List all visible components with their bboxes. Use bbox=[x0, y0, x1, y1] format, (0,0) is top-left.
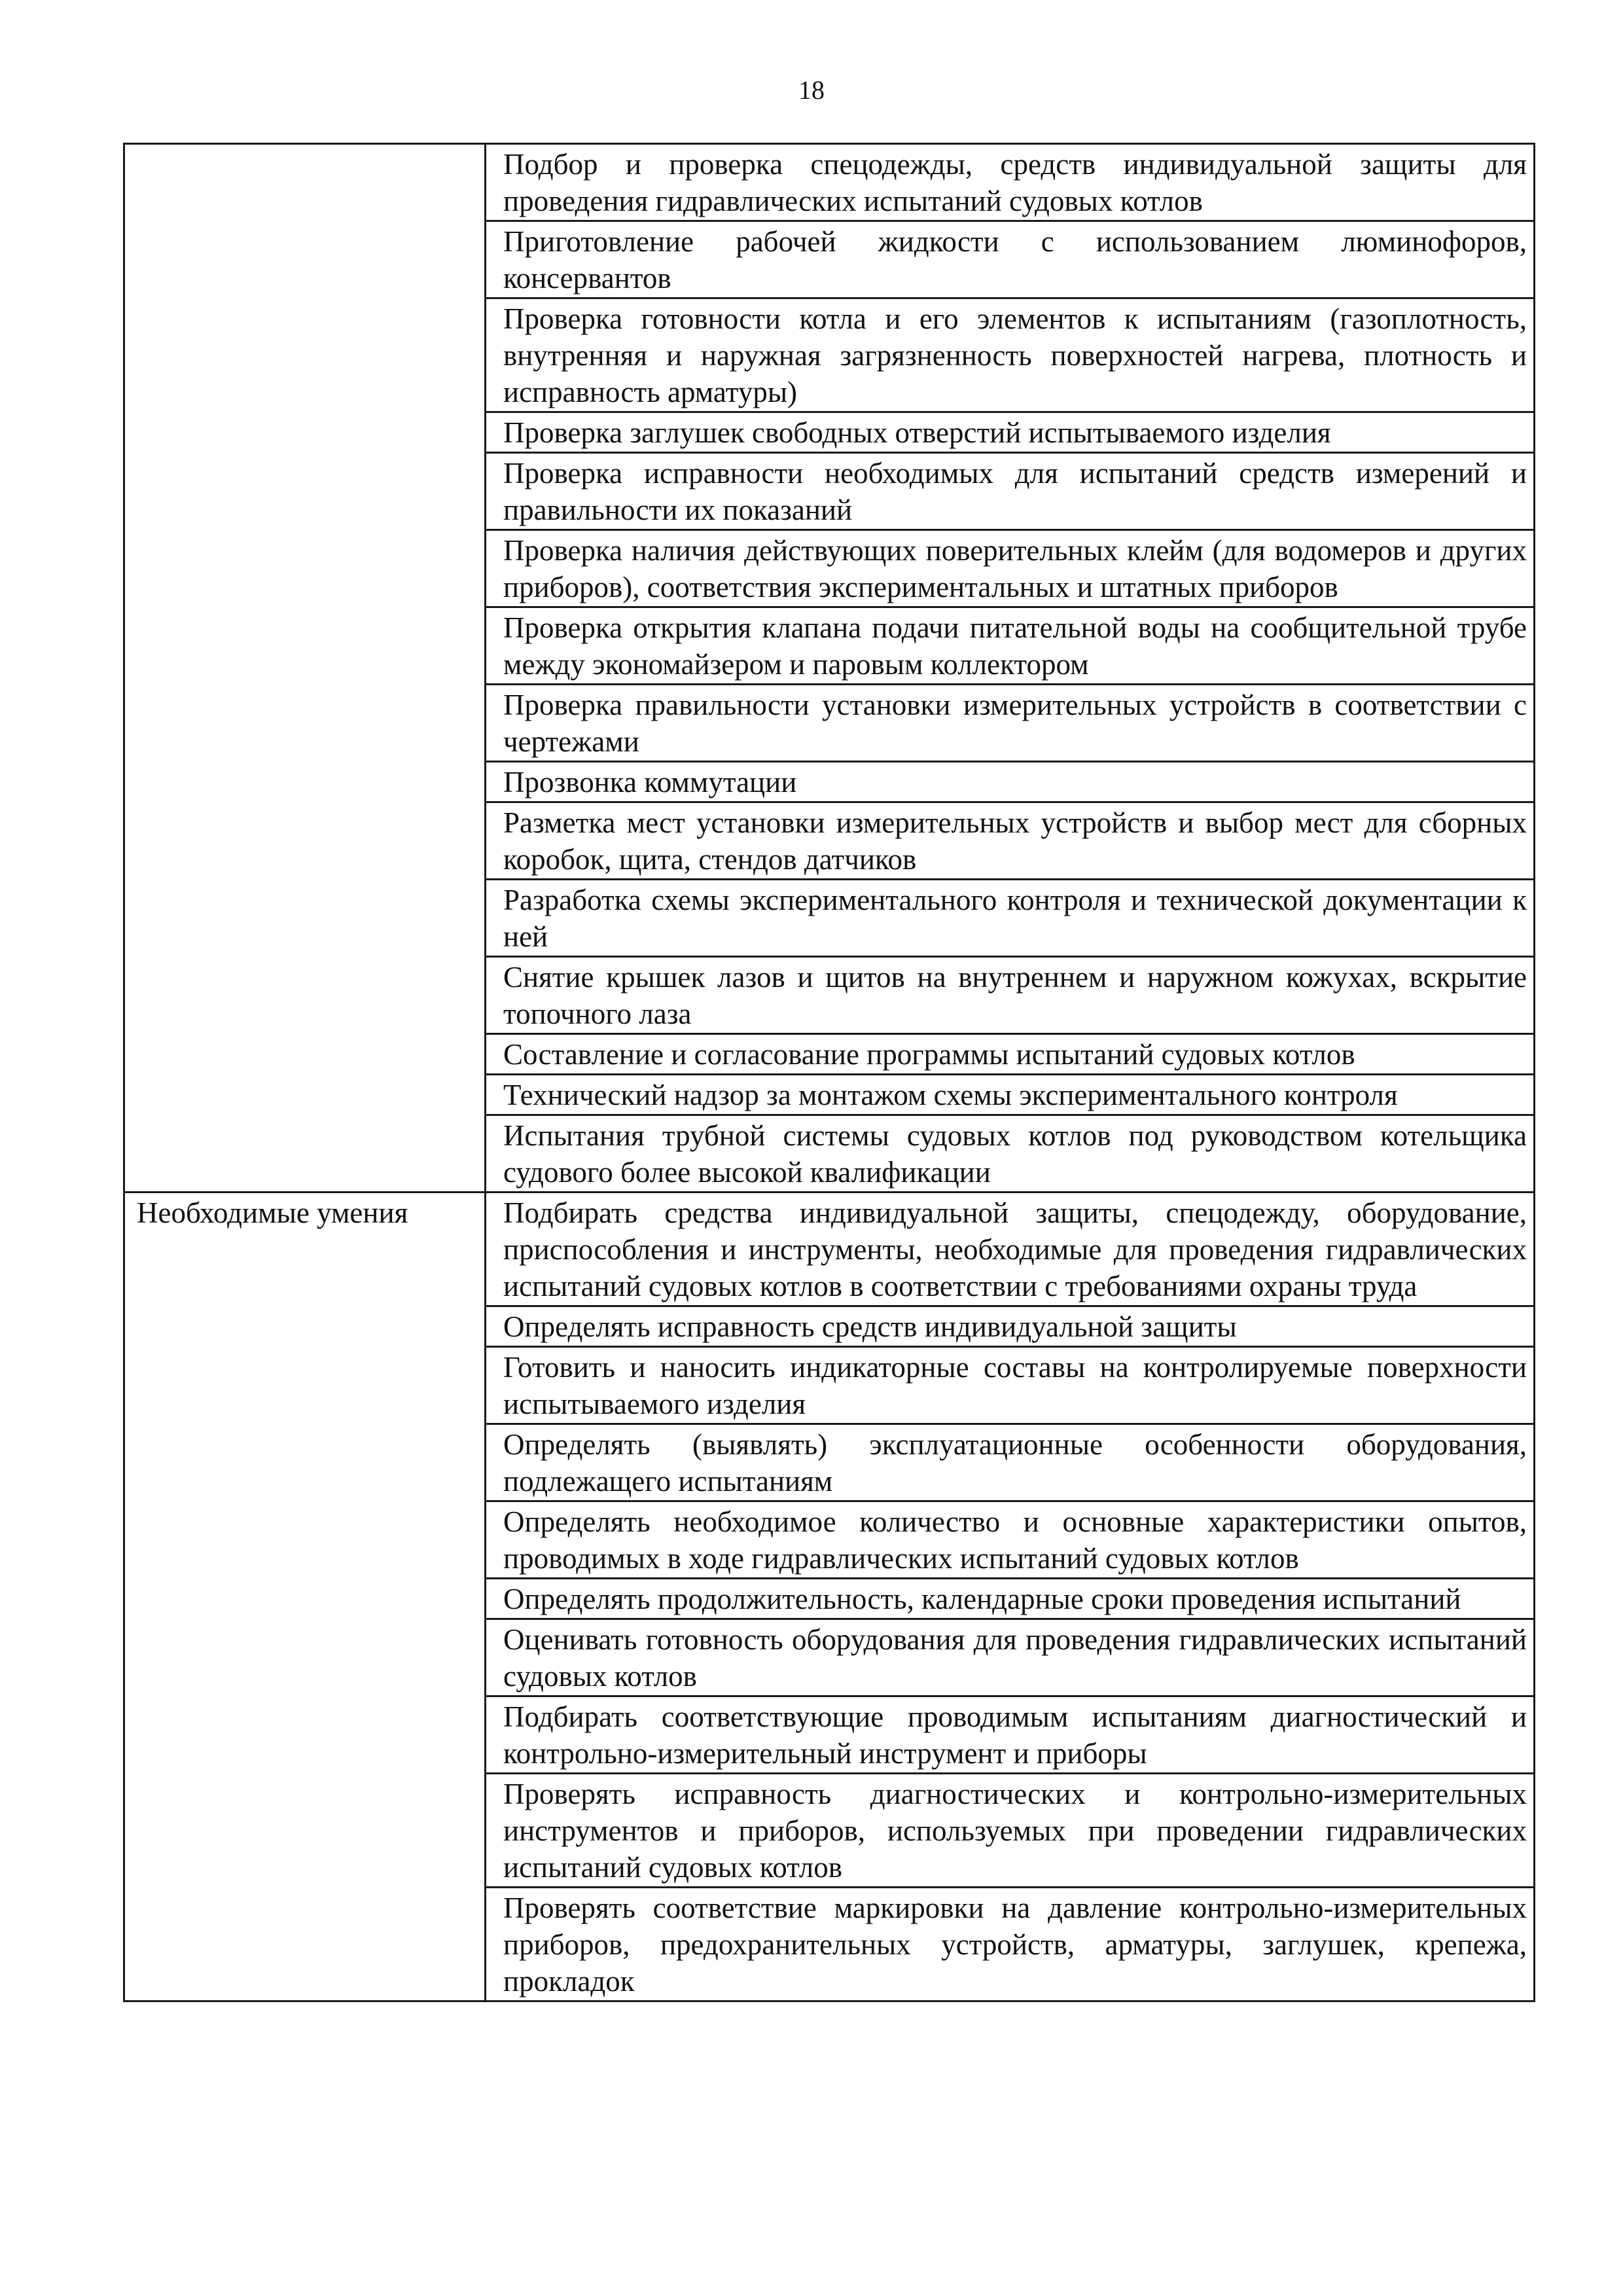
table-cell-item: Подбор и проверка спецодежды, средств индивидуальной защиты для проведения гидравлических испытаний судовых котлов bbox=[486, 144, 1535, 221]
table-cell-item: Проверять исправность диагностических и контрольно-измерительных инструментов и приборов, используемых при проведении гидравлических испытаний судовых котлов bbox=[486, 1774, 1535, 1888]
table-cell-item: Проверка заглушек свободных отверстий испытываемого изделия bbox=[486, 412, 1535, 453]
table-cell-item: Проверять соответствие маркировки на давление контрольно-измерительных приборов, предохранительных устройств, арматуры, заглушек, крепежа, прокладок bbox=[486, 1888, 1535, 2001]
table-cell-item: Проверка готовности котла и его элементов к испытаниям (газоплотность, внутренняя и наружная загрязненность поверхностей нагрева, плотность и исправность арматуры) bbox=[486, 298, 1535, 412]
section-label-cell bbox=[124, 144, 486, 1193]
table-row bbox=[124, 1193, 1535, 1306]
table-cell-item: Приготовление рабочей жидкости с использованием люминофоров, консервантов bbox=[486, 221, 1535, 298]
table-cell-item: Прозвонка коммутации bbox=[486, 762, 1535, 802]
table-cell-item: Подбирать средства индивидуальной защиты, спецодежду, оборудование, приспособления и инструменты, необходимые для проведения гидравлических испытаний судовых котлов в соответствии с требованиями охраны труда bbox=[486, 1193, 1535, 1306]
table-cell-item: Проверка исправности необходимых для испытаний средств измерений и правильности их показаний bbox=[486, 453, 1535, 530]
table-cell-item: Оценивать готовность оборудования для проведения гидравлических испытаний судовых котлов bbox=[486, 1619, 1535, 1696]
table-cell-item: Составление и согласование программы испытаний судовых котлов bbox=[486, 1034, 1535, 1075]
table-cell-item: Определять исправность средств индивидуальной защиты bbox=[486, 1306, 1535, 1347]
table-cell-item: Готовить и наносить индикаторные составы на контролируемые поверхности испытываемого изделия bbox=[486, 1347, 1535, 1424]
table-cell-item: Испытания трубной системы судовых котлов под руководством котельщика судового более высокой квалификации bbox=[486, 1115, 1535, 1193]
section-label-required-skills: Необходимые умения bbox=[124, 1193, 486, 2001]
page-number: 18 bbox=[798, 75, 825, 105]
table-cell-item: Определять продолжительность, календарные сроки проведения испытаний bbox=[486, 1579, 1535, 1619]
table-cell-item: Проверка правильности установки измерительных устройств в соответствии с чертежами bbox=[486, 685, 1535, 762]
table-cell-item: Определять (выявлять) эксплуатационные особенности оборудования, подлежащего испытаниям bbox=[486, 1424, 1535, 1501]
table-cell-item: Проверка открытия клапана подачи питательной воды на сообщительной трубе между экономайзером и паровым коллектором bbox=[486, 607, 1535, 685]
table-cell-item: Разработка схемы экспериментального контроля и технической документации к ней bbox=[486, 880, 1535, 957]
table-cell-item: Снятие крышек лазов и щитов на внутреннем и наружном кожухах, вскрытие топочного лаза bbox=[486, 957, 1535, 1034]
table-cell-item: Подбирать соответствующие проводимым испытаниям диагностический и контрольно-измерительный инструмент и приборы bbox=[486, 1696, 1535, 1774]
requirements-table bbox=[123, 143, 1535, 2002]
table-cell-item: Проверка наличия действующих поверительных клейм (для водомеров и других приборов), соответствия экспериментальных и штатных приборов bbox=[486, 530, 1535, 607]
table-cell-item: Разметка мест установки измерительных устройств и выбор мест для сборных коробок, щита, стендов датчиков bbox=[486, 802, 1535, 880]
table-cell-item: Определять необходимое количество и основные характеристики опытов, проводимых в ходе гидравлических испытаний судовых котлов bbox=[486, 1501, 1535, 1579]
table-row bbox=[124, 144, 1535, 221]
table-cell-item: Технический надзор за монтажом схемы экспериментального контроля bbox=[486, 1075, 1535, 1115]
